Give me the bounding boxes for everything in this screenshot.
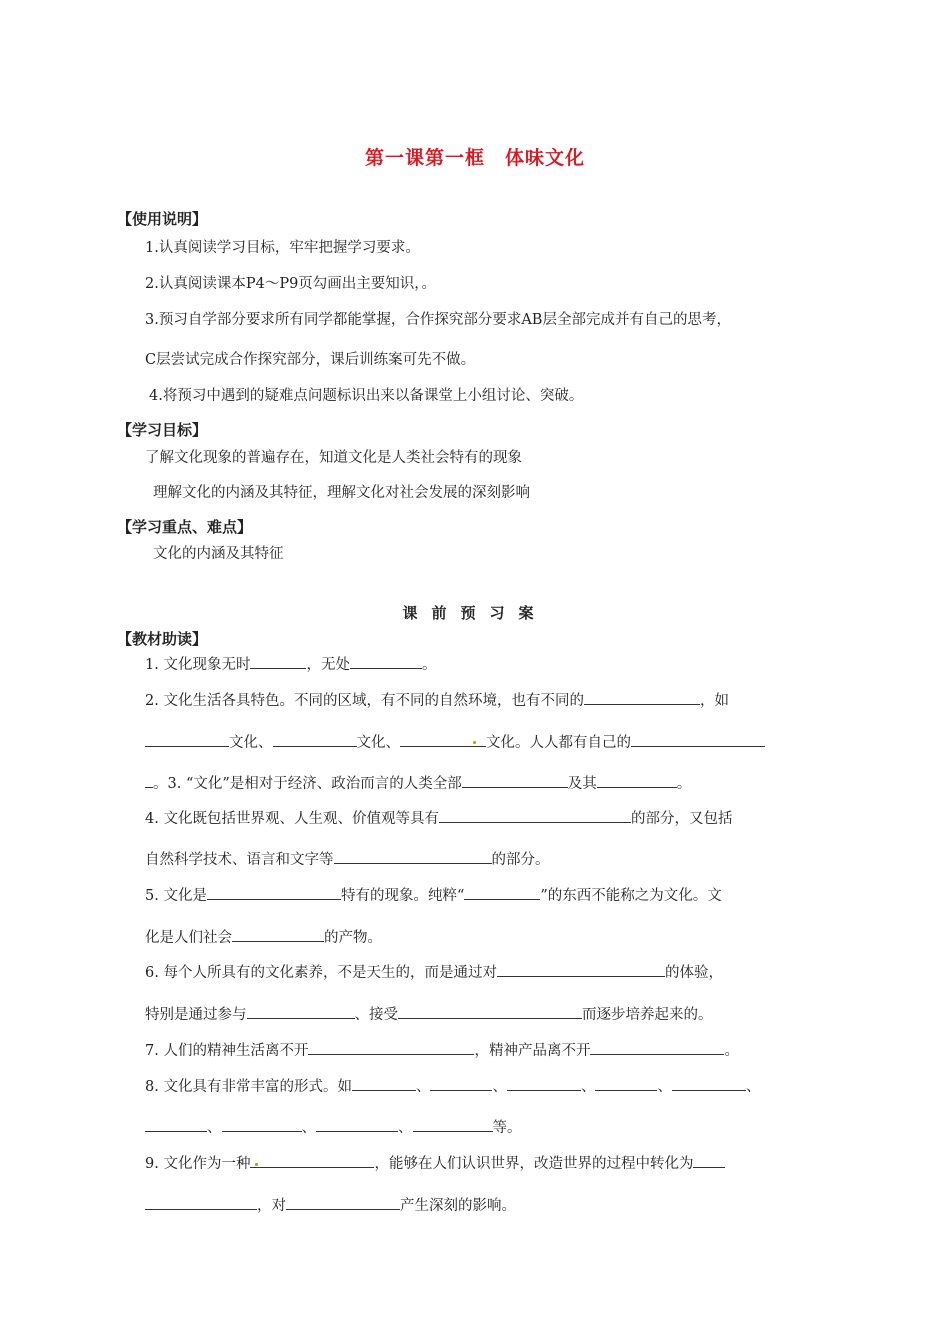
- usage-heading: 【使用说明】: [117, 210, 208, 228]
- preview-title: 课前预习案: [402, 604, 548, 622]
- question-9: 9. 文化作为一种 ，能够在人们认识世界，改造世界的过程中转化为: [145, 1152, 725, 1173]
- goals-heading: 【学习目标】: [117, 421, 208, 439]
- question-2-cont: 文化、 文化、 文化。人人都有自己的: [145, 731, 765, 752]
- question-2: 2. 文化生活各具特色。不同的区域，有不同的自然环境，也有不同的 ，如: [145, 689, 729, 710]
- textbook-heading: 【教材助读】: [117, 630, 208, 648]
- answer-blank[interactable]: [352, 1076, 416, 1091]
- question-1: 1. 文化现象无时 ，无处 。: [145, 653, 436, 674]
- answer-blank[interactable]: [464, 885, 540, 900]
- usage-item: C层尝试完成合作探究部分，课后训练案可先不做。: [145, 352, 476, 368]
- answer-blank[interactable]: [145, 1195, 257, 1210]
- answer-blank[interactable]: [400, 732, 486, 747]
- answer-blank[interactable]: [507, 1076, 581, 1091]
- answer-blank[interactable]: [334, 849, 492, 864]
- answer-blank[interactable]: [308, 1040, 474, 1055]
- question-4: 4. 文化既包括世界观、人生观、价值观等具有 的部分，又包括: [145, 807, 732, 828]
- answer-blank[interactable]: [250, 1153, 374, 1168]
- question-7: 7. 人们的精神生活离不开 ，精神产品离不开 。: [145, 1039, 739, 1060]
- keypoints-heading: 【学习重点、难点】: [117, 518, 253, 536]
- answer-blank[interactable]: [590, 1040, 724, 1055]
- answer-blank[interactable]: [597, 773, 677, 788]
- stray-dot: [473, 741, 476, 744]
- usage-item: 4.将预习中遇到的疑难点问题标识出来以备课堂上小组讨论、突破。: [149, 388, 584, 404]
- answer-blank[interactable]: [286, 1195, 400, 1210]
- answer-blank[interactable]: [693, 1153, 725, 1168]
- usage-item: 3.预习自学部分要求所有同学都能掌握，合作探究部分要求AB层全部完成并有自己的思考，: [145, 312, 731, 328]
- answer-blank[interactable]: [584, 690, 700, 705]
- question-4-cont: 自然科学技术、语言和文字等 的部分。: [145, 848, 550, 869]
- answer-blank[interactable]: [145, 732, 229, 747]
- answer-blank[interactable]: [145, 1117, 207, 1132]
- answer-blank[interactable]: [207, 885, 341, 900]
- goal-item: 了解文化现象的普遍存在，知道文化是人类社会特有的现象: [145, 450, 522, 466]
- answer-blank[interactable]: [430, 1076, 492, 1091]
- stray-dot: [255, 1163, 258, 1166]
- answer-blank[interactable]: [595, 1076, 657, 1091]
- answer-blank[interactable]: [273, 732, 357, 747]
- question-8: 8. 文化具有非常丰富的形式。如 、 、 、 、 、: [145, 1075, 760, 1096]
- answer-blank[interactable]: [497, 962, 665, 977]
- goal-item: 理解文化的内涵及其特征，理解文化对社会发展的深刻影响: [153, 485, 530, 501]
- answer-blank[interactable]: [413, 1117, 493, 1132]
- answer-blank[interactable]: [350, 654, 422, 669]
- answer-blank[interactable]: [462, 773, 568, 788]
- answer-blank[interactable]: [672, 1076, 746, 1091]
- question-5-cont: 化是人们社会 的产物。: [145, 926, 382, 947]
- answer-blank[interactable]: [398, 1004, 582, 1019]
- answer-blank[interactable]: [247, 1004, 355, 1019]
- answer-blank[interactable]: [316, 1117, 398, 1132]
- keypoint-item: 文化的内涵及其特征: [153, 546, 284, 562]
- question-8-cont: 、 、 、 等。: [145, 1116, 522, 1137]
- answer-blank[interactable]: [145, 773, 153, 788]
- question-6: 6. 每个人所具有的文化素养，不是天生的，而是通过对 的体验，: [145, 961, 723, 982]
- answer-blank[interactable]: [232, 927, 324, 942]
- answer-blank[interactable]: [250, 654, 306, 669]
- usage-item: 2.认真阅读课本P4～P9页勾画出主要知识，。: [145, 276, 437, 292]
- question-6-cont: 特别是通过参与 、接受 而逐步培养起来的。: [145, 1003, 713, 1024]
- usage-item: 1.认真阅读学习目标，牢牢把握学习要求。: [145, 240, 420, 256]
- answer-blank[interactable]: [439, 808, 631, 823]
- page-title: 第一课第一框 体味文化: [364, 147, 585, 169]
- answer-blank[interactable]: [222, 1117, 302, 1132]
- question-3: 。3. “文化”是相对于经济、政治而言的人类全部 及其 。: [145, 772, 691, 793]
- question-5: 5. 文化是 特有的现象。纯粹“ ”的东西不能称之为文化。文: [145, 884, 722, 905]
- question-9-cont: ，对 产生深刻的影响。: [145, 1194, 516, 1215]
- answer-blank[interactable]: [631, 732, 765, 747]
